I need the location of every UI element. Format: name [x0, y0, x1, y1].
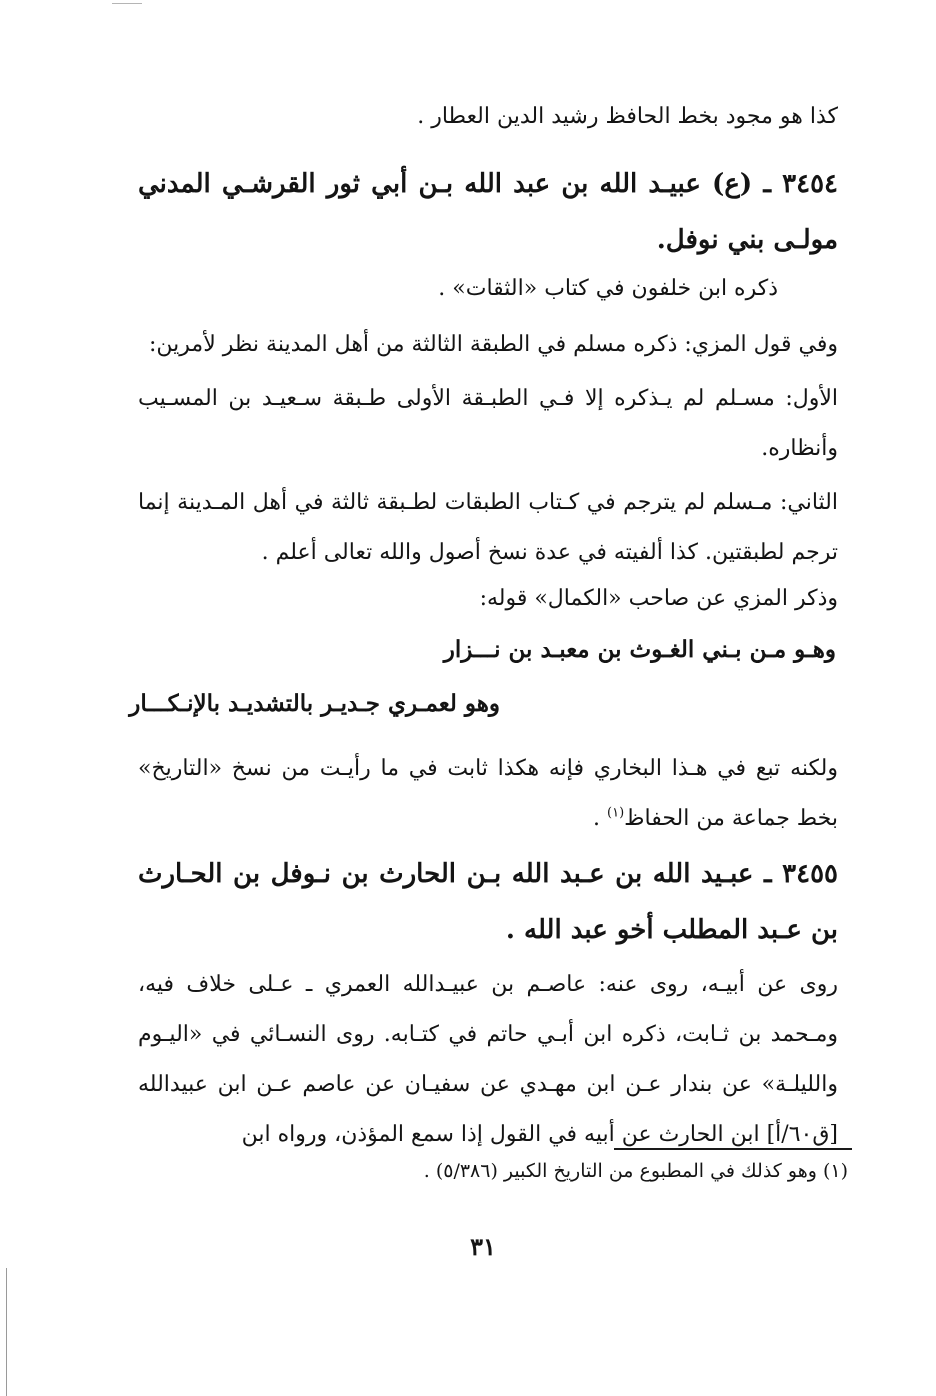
paragraph-kamal-quote-intro: وذكر المزي عن صاحب «الكمال» قوله:: [479, 586, 838, 611]
page-number: ٣١: [470, 1232, 496, 1261]
paragraph-attribution: كذا هو مجود بخط الحافظ رشيد الدين العطار .: [417, 104, 838, 129]
paragraph-mizzi-objection: وفي قول المزي: ذكره مسلم في الطبقة الثالثة من أهل المدينة نظر لأمرين:: [148, 332, 838, 357]
footnote-1: (١) وهو كذلك في المطبوع من التاريخ الكبير (٥/٣٨٦) .: [423, 1160, 848, 1182]
verse-line-1: وهـو مـن بـني الغـوث بن معبـد بن نـــزار: [443, 636, 836, 663]
footnote-separator: [614, 1148, 852, 1150]
scan-artifact-top: [112, 3, 142, 4]
paragraph-narrators: روى عن أبيـه، روى عنه: عاصـم بن عبيـدالله العمري ـ عـلى خلاف فيه، ومـحمد بن ثـابت، ذكره ابن أبـي حاتم في كتـابه. روى النسـائي في «اليـوم والليلـة» عن بندار عـن ابن مهـدي عن سفيـان عن عاصم عـن ابن عبيدالله [ق٦٠/أ] ابن الحارث عن أبيه في القول إذا سمع المؤذن، ورواه ابن: [138, 972, 838, 1147]
scan-artifact-left: [6, 1268, 7, 1396]
paragraph-bukhari-note: [138, 744, 838, 844]
footnote-reference: (١): [607, 805, 625, 821]
entry-heading-3455: ٣٤٥٥ ـ عبـيد الله بن عـبد الله بـن الحارث بن نـوفل بن الحـارث بن عـبد المطلب أخو عبد الله .: [138, 859, 838, 945]
entry-heading-3454: ٣٤٥٤ ـ (ع) عبيـد الله بن عبد الله بـن أبي ثور القرشـي المدني مولـى بني نوفل.: [138, 169, 838, 255]
verse-line-2: وهو لعمـري جـديـر بالتشديـد بالإنـكـــار: [129, 690, 500, 717]
paragraph-bukhari-text: ولكنه تبع في هـذا البخاري فإنه هكذا ثابت في ما رأيـت من نسخ «التاريخ» بخط جماعة من الحفاظ: [138, 756, 838, 831]
paragraph-first-reason: الأول: مسـلم لم يـذكره إلا فـي الطبـقة الأولى طـبقة سـعيـد بن المسـيب وأنظاره.: [138, 386, 838, 461]
paragraph-second-reason: الثاني: مـسلم لم يترجم في كـتاب الطبقات لطـبقة ثالثة في أهل المـدينة إنما ترجم لطبقتين. كذا ألفيته في عدة نسخ أصول والله تعالى أعلم .: [138, 490, 838, 565]
paragraph-bukhari-end: .: [593, 806, 607, 831]
paragraph-thiqat-mention: ذكره ابن خلفون في كتاب «الثقات» .: [438, 276, 778, 301]
